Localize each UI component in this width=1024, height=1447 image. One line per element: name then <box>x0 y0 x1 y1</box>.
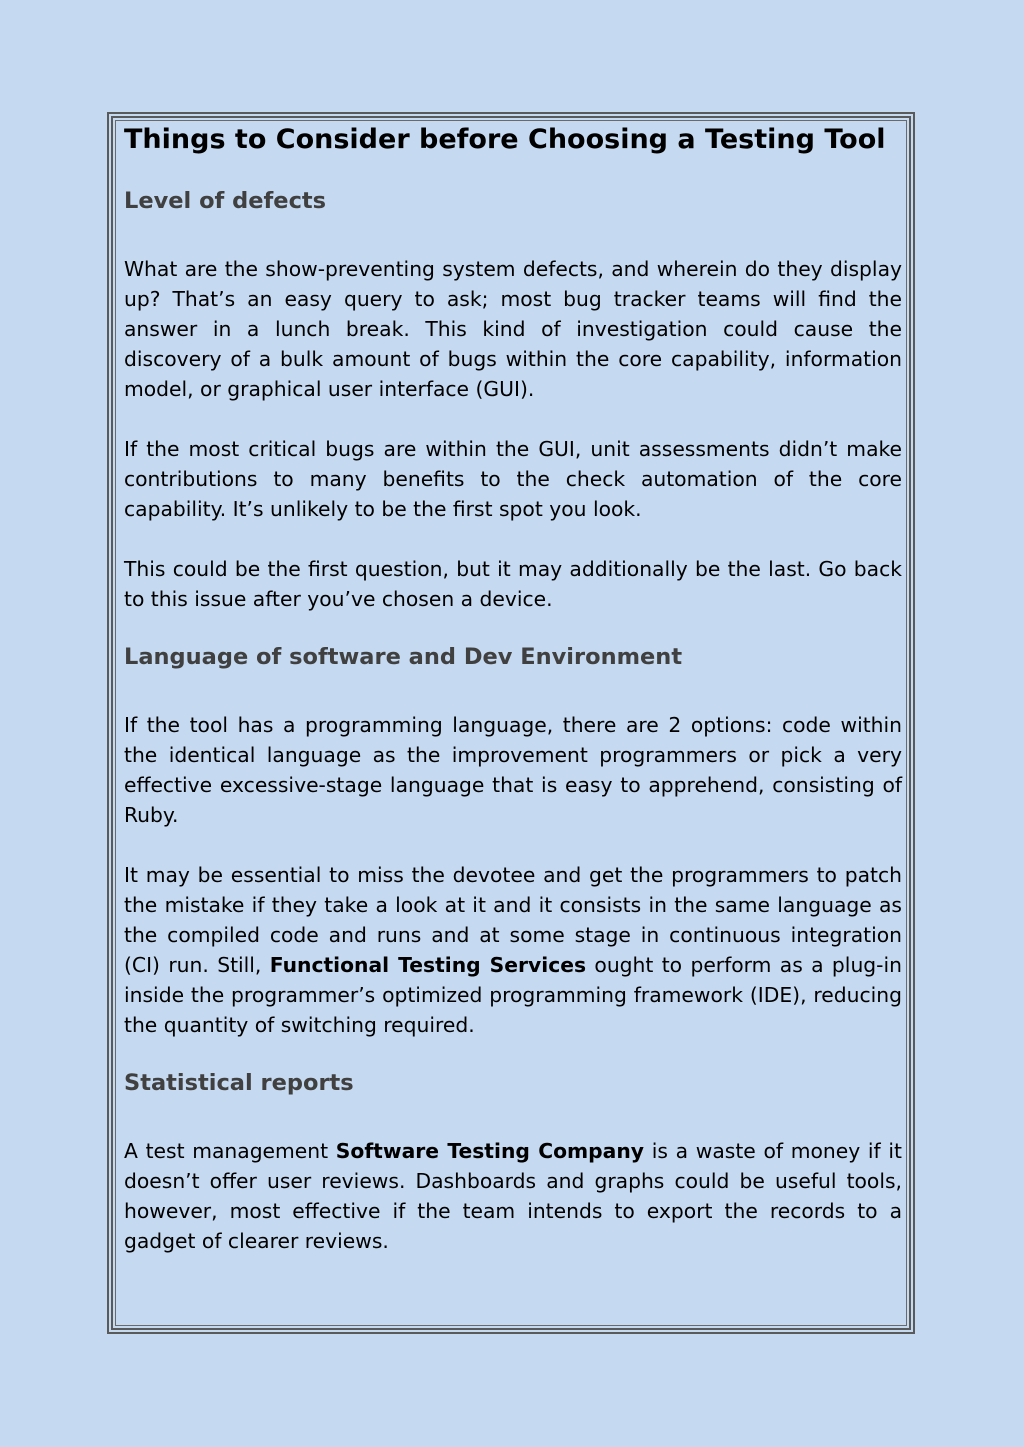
paragraph-language-2 <box>124 860 902 1040</box>
paragraph-reports-1 <box>124 1136 902 1256</box>
paragraph-reports-1-text-after: is a waste of money if it doesn’t offer user reviews. Dashboards and graphs could be useful tools, however, most effective if the team intends to export the records to a gadget of clearer reviews. <box>124 1139 902 1253</box>
heading-level-of-defects: Level of defects <box>124 188 327 214</box>
paragraph-defects-2: If the most critical bugs are within the GUI, unit assessments didn’t make contributions to many benefits to the check automation of the core capability. It’s unlikely to be the first spot you look. <box>124 437 902 521</box>
functional-testing-services-link-text: Functional Testing Services <box>269 953 587 977</box>
paragraph-defects-3: This could be the first question, but it may additionally be the last. Go back to this issue after you’ve chosen a device. <box>124 557 902 611</box>
heading-language-dev-environment: Language of software and Dev Environment <box>124 644 683 670</box>
paragraph-language-2-text-before: It may be essential to miss the devotee and get the programmers to patch the mistake if they take a look at it and it consists in the same language as the compiled code and runs and at some stage in continuous integration (CI) run. Still, <box>124 863 902 977</box>
document-title: Things to Consider before Choosing a Testing Tool <box>124 124 886 155</box>
document-content <box>124 118 902 1256</box>
heading-statistical-reports: Statistical reports <box>124 1070 354 1096</box>
software-testing-company-link-text: Software Testing Company <box>335 1139 645 1163</box>
paragraph-defects-1: What are the show-preventing system defects, and wherein do they display up? That’s an easy query to ask; most bug tracker teams will find the answer in a lunch break. This kind of investigation could cause the discovery of a bulk amount of bugs within the core capability, information model, or graphical user interface (GUI). <box>124 257 902 401</box>
paragraph-reports-1-text-before: A test management <box>124 1139 336 1163</box>
paragraph-language-2-text-after: ought to perform as a plug-in inside the programmer’s optimized programming framework (IDE), reducing the quantity of switching required. <box>124 953 902 1037</box>
paragraph-language-1: If the tool has a programming language, there are 2 options: code within the identical language as the improvement programmers or pick a very effective excessive-stage language that is easy to apprehend, consisting of Ruby. <box>124 713 902 827</box>
